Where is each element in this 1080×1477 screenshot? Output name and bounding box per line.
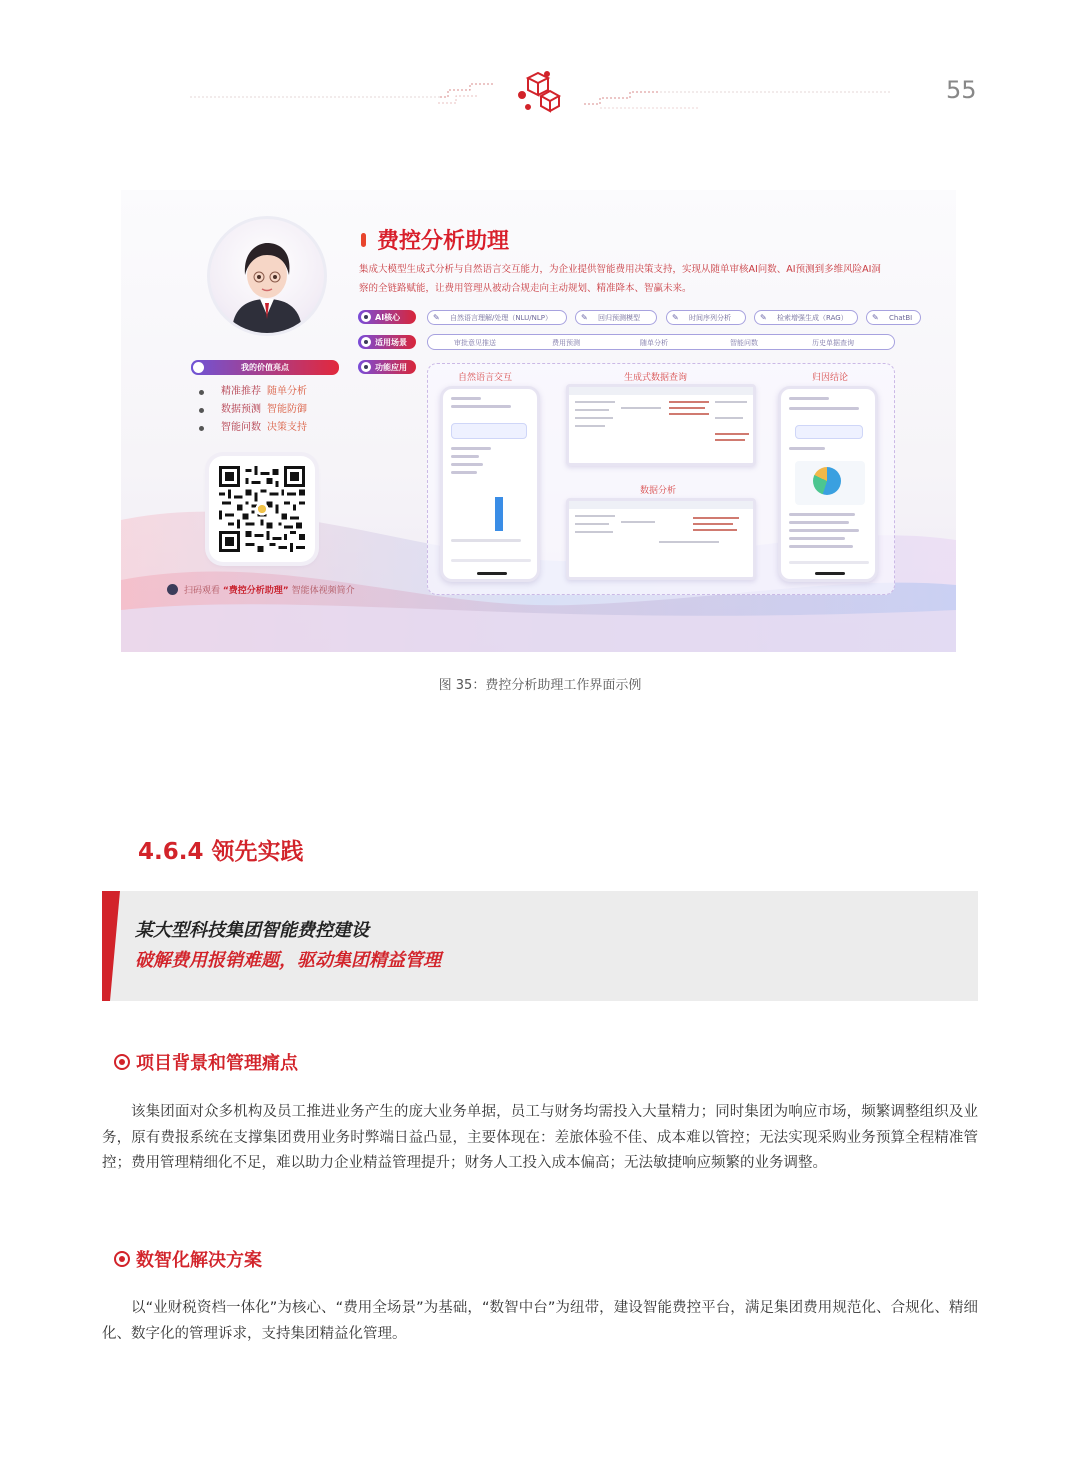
section-heading: 4.6.4 领先实践 (138, 839, 304, 865)
scene-item: 审批意见推送 (454, 339, 496, 347)
figure-caption: 图 35：费控分析助理工作界面示例 (438, 678, 642, 693)
value-list (199, 383, 307, 437)
scene-tag: 适用场景 (358, 335, 416, 349)
title-marker (361, 233, 366, 247)
figure-title: 费控分析助理 (377, 229, 510, 254)
scan-instruction: 扫码观看 “费控分析助理” 智能体视频简介 (167, 583, 355, 596)
scene-item: 历史单据查询 (812, 339, 854, 347)
qr-code-icon (219, 466, 305, 552)
solution-heading: 数智化解决方案 (114, 1246, 262, 1272)
case-title: 某大型科技集团智能费控建设 (135, 920, 369, 941)
value-item: 智能问数 决策支持 (199, 419, 307, 437)
scene-list (427, 334, 895, 350)
scene-item: 费用预测 (552, 339, 580, 347)
cube-icon (519, 72, 559, 111)
function-label: 生成式数据查询 (624, 373, 688, 383)
background-heading: 项目背景和管理痛点 (114, 1049, 298, 1075)
camera-icon (167, 584, 178, 595)
page-header (0, 0, 1080, 140)
screen-mockup-analysis (566, 498, 756, 580)
function-label: 自然语言交互 (458, 373, 513, 383)
scene-item: 智能问数 (730, 339, 758, 347)
tool-icon: ✎ (672, 313, 679, 322)
figure-agent-illustration (121, 190, 956, 652)
banner-accent (102, 891, 124, 1001)
function-label: 归因结论 (812, 373, 849, 383)
scene-item: 随单分析 (640, 339, 668, 347)
page-number: 55 (946, 76, 977, 104)
tool-icon: ✎ (581, 313, 588, 322)
figure-description: 集成大模型生成式分析与自然语言交互能力，为企业提供智能费用决策支持，实现从随单审核AI问数、AI预测到多维风险AI洞察的全链路赋能，让费用管理从被动合规走向主动规划、精准降本、智赢未来。 (359, 264, 881, 294)
phone-mockup-chat (440, 386, 540, 582)
ai-core-chip-chatbi: ✎ ChatBI (866, 310, 921, 325)
solution-paragraph: 以“业财税资档一体化”为核心、“费用全场景”为基础，“数智中台”为纽带，建设智能费控平台，满足集团费用规范化、合规化、精细化、数字化的管理诉求，支持集团精益化管理。 (102, 1300, 978, 1342)
tool-icon: ✎ (760, 313, 767, 322)
target-icon (114, 1251, 130, 1267)
case-subtitle: 破解费用报销难题，驱动集团精益管理 (135, 950, 441, 971)
background-paragraph: 该集团面对众多机构及员工推进业务产生的庞大业务单据，员工与财务均需投入大量精力；同时集团为响应市场，频繁调整组织及业务，原有费报系统在支撑集团费用业务时弊端日益凸显，主要体现在：差旅体验不佳、成本难以管控；无法实现采购业务预算全程精准管控；费用管理精细化不足，难以助力企业精益管理提升；财务人工投入成本偏高；无法敏捷响应频繁的业务调整。 (102, 1104, 978, 1171)
function-panel (427, 363, 895, 595)
function-tag: 功能应用 (358, 360, 416, 374)
ai-core-chip-regression: ✎ 回归预测模型 (575, 310, 657, 325)
value-item: 精准推荐 随单分析 (199, 383, 307, 401)
ai-core-tag: AI核心 (358, 310, 416, 324)
value-highlight-bar: 我的价值亮点 (191, 360, 339, 375)
tool-icon: ✎ (872, 313, 879, 322)
screen-mockup-query (566, 384, 756, 466)
phone-mockup-conclusion (778, 386, 878, 582)
target-icon (114, 1054, 130, 1070)
function-label: 数据分析 (640, 486, 677, 496)
tool-icon: ✎ (433, 313, 440, 322)
ai-core-chip-rag: ✎ 检索增强生成（RAG） (754, 310, 858, 325)
header-decoration (0, 0, 1080, 140)
assistant-avatar (207, 216, 327, 336)
value-item: 数据预测 智能防御 (199, 401, 307, 419)
ai-core-chip-nlp: ✎ 自然语言理解/处理（NLU/NLP） (427, 310, 567, 325)
qr-code (209, 456, 315, 562)
ai-core-chip-timeseries: ✎ 时间序列分析 (666, 310, 746, 325)
